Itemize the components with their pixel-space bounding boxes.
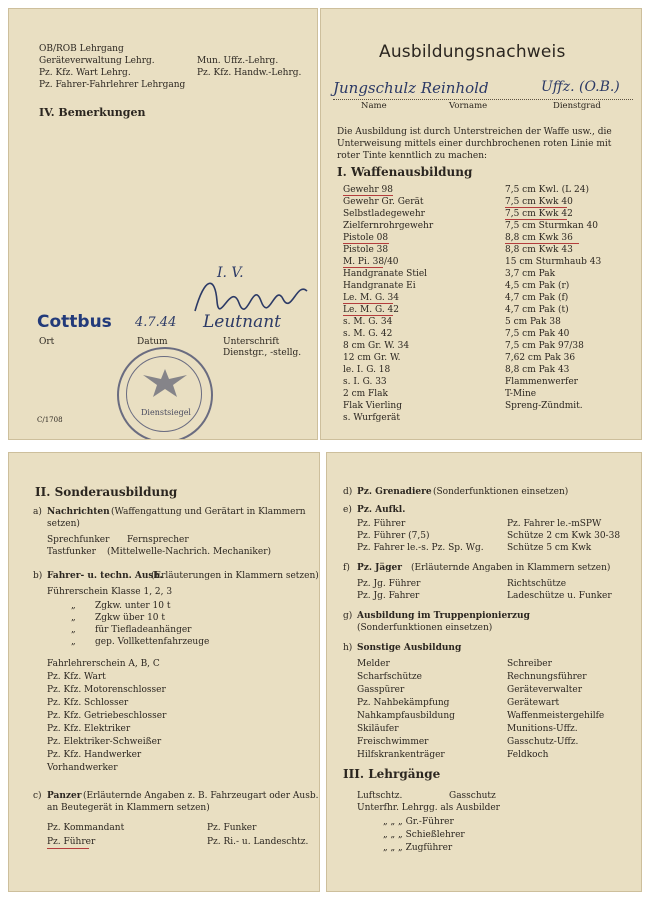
place-stamp: Cottbus xyxy=(37,312,112,332)
weapon-right-item: 5 cm Pak 38 xyxy=(505,317,561,327)
section-a-title: Nachrichten xyxy=(47,507,110,517)
section-c-note2: an Beutegerät in Klammern setzen) xyxy=(47,803,210,813)
section-g-label: g) xyxy=(343,611,353,621)
intro-line-2: Unterweisung mittels einer durchbrochenen roten Linie mit xyxy=(337,139,612,149)
weapon-left-item: s. M. G. 34 xyxy=(343,317,393,327)
item-e-right-1: Pz. Fahrer le.-mSPW xyxy=(507,519,602,529)
signature-scribble-icon xyxy=(187,271,312,319)
other-training-right-item: Munitions-Uffz. xyxy=(507,724,578,734)
section-d-label: d) xyxy=(343,487,353,497)
intro-line-3: roter Tinte kenntlich zu machen: xyxy=(337,151,488,161)
weapon-right-item: 4,7 cm Pak (t) xyxy=(505,305,569,315)
rank-handwritten: Uffz. (O.B.) xyxy=(541,79,620,95)
date-label: Datum xyxy=(137,337,168,347)
section-a-note2: setzen) xyxy=(47,519,80,529)
weapons-heading: I. Waffenausbildung xyxy=(337,165,473,179)
other-training-left-item: Hilfskrankenträger xyxy=(357,750,445,760)
section-b-label: b) xyxy=(33,571,43,581)
other-training-left-item: Freischwimmer xyxy=(357,737,429,747)
underline-mg42 xyxy=(343,315,393,316)
driver-tech-item: Pz. Kfz. Schlosser xyxy=(47,698,129,708)
other-training-right-item: Gasschutz-Uffz. xyxy=(507,737,579,747)
item-fernsprecher: Fernsprecher xyxy=(127,535,189,545)
weapon-right-item: Flammenwerfer xyxy=(505,377,578,387)
driver-tech-item: Pz. Kfz. Elektriker xyxy=(47,724,131,734)
driver-tech-item: Pz. Kfz. Getriebeschlosser xyxy=(47,711,167,721)
weapon-right-item: T-Mine xyxy=(505,389,537,399)
course-gr-fuehrer: „ „ „ Gr.-Führer xyxy=(383,817,454,827)
weapon-left-item: Gewehr 98 xyxy=(343,185,393,195)
course-unterfhr: Unterfhr. Lehrgg. als Ausbilder xyxy=(357,803,500,813)
underline-kwk40 xyxy=(505,207,567,208)
weapon-left-item: Selbstladegewehr xyxy=(343,209,425,219)
weapon-right-item: 4,7 cm Pak (f) xyxy=(505,293,569,303)
service-seal-stamp xyxy=(117,347,213,440)
item-sprechfunker: Sprechfunker xyxy=(47,535,110,545)
form-number: C/1708 xyxy=(37,416,63,424)
weapon-left-item: Le. M. G. 42 xyxy=(343,305,400,315)
page-top-right xyxy=(320,8,642,440)
item-pz-funker: Pz. Funker xyxy=(207,823,257,833)
weapon-right-item: 15 cm Sturmhaub 43 xyxy=(505,257,602,267)
section-d-note: (Sonderfunktionen einsetzen) xyxy=(433,487,569,497)
weapon-right-item: 7,5 cm Kwk 40 xyxy=(505,197,573,207)
driver-tech-item: Pz. Kfz. Motorenschlosser xyxy=(47,685,166,695)
item-e-left-3: Pz. Fahrer le.-s. Pz. Sp. Wg. xyxy=(357,543,484,553)
place-label: Ort xyxy=(39,337,55,347)
weapon-left-item: s. Wurfgerät xyxy=(343,413,401,423)
ditto-4: „ xyxy=(71,637,76,647)
driver-tech-item: Pz. Kfz. Wart xyxy=(47,672,106,682)
item-vollketten: gep. Vollkettenfahrzeuge xyxy=(95,637,210,647)
name-label: Name xyxy=(361,101,387,111)
section-e-title: Pz. Aufkl. xyxy=(357,505,406,515)
item-tastfunker: Tastfunker xyxy=(47,547,96,557)
item-f-left-2: Pz. Jg. Fahrer xyxy=(357,591,420,601)
weapon-left-item: Gewehr Gr. Gerät xyxy=(343,197,424,207)
course-zugfuehrer: „ „ „ Zugführer xyxy=(383,843,453,853)
underline-pz-fuehrer xyxy=(47,848,89,849)
remarks-heading: IV. Bemerkungen xyxy=(39,106,146,119)
weapon-left-item: Handgranate Ei xyxy=(343,281,416,291)
weapon-left-item: 12 cm Gr. W. xyxy=(343,353,401,363)
section-h-label: h) xyxy=(343,643,353,653)
underline-gewehr98 xyxy=(343,195,393,196)
course-schiesslehrer: „ „ „ Schießlehrer xyxy=(383,830,465,840)
section-g-note: (Sonderfunktionen einsetzen) xyxy=(357,623,493,633)
seal-text: Dienstsiegel xyxy=(141,408,191,417)
weapon-right-item: 8,8 cm Kwk 43 xyxy=(505,245,573,255)
weapon-left-item: s. M. G. 42 xyxy=(343,329,393,339)
section-h-title: Sonstige Ausbildung xyxy=(357,643,462,653)
ditto-1: „ xyxy=(71,601,76,611)
other-training-right-item: Schreiber xyxy=(507,659,552,669)
course-geraeteverwaltung: Geräteverwaltung Lehrg. xyxy=(39,56,155,66)
item-zgkw-unter: Zgkw. unter 10 t xyxy=(95,601,171,611)
other-training-left-item: Nahkampfausbildung xyxy=(357,711,455,721)
weapon-right-item: 7,5 cm Pak 97/38 xyxy=(505,341,584,351)
item-zgkw-ueber: Zgkw über 10 t xyxy=(95,613,166,623)
section-a-label: a) xyxy=(33,507,42,517)
weapon-left-item: 8 cm Gr. W. 34 xyxy=(343,341,410,351)
weapon-right-item: 7,5 cm Kwl. (L 24) xyxy=(505,185,589,195)
intro-line-1: Die Ausbildung ist durch Unterstreichen der Waffe usw., die xyxy=(337,127,612,137)
weapon-left-item: M. Pi. 38/40 xyxy=(343,257,399,267)
weapon-left-item: Pistole 08 xyxy=(343,233,389,243)
section-b-note: (Erläuterungen in Klammern setzen) xyxy=(151,571,319,581)
weapon-left-item: le. I. G. 18 xyxy=(343,365,391,375)
page-title: Ausbildungsnachweis xyxy=(379,42,566,62)
weapon-right-item: 7,5 cm Pak 40 xyxy=(505,329,570,339)
course-gasschutz: Gasschutz xyxy=(449,791,496,801)
item-tastfunker-note: (Mittelwelle-Nachrich. Mechaniker) xyxy=(107,547,272,557)
item-tiefladeanhaenger: für Tiefladeanhänger xyxy=(95,625,192,635)
date-handwritten: 4.7.44 xyxy=(135,315,177,330)
section-f-title: Pz. Jäger xyxy=(357,563,402,573)
ditto-3: „ xyxy=(71,625,76,635)
signature-name: Leutnant xyxy=(203,312,281,332)
weapon-right-item: 3,7 cm Pak xyxy=(505,269,556,279)
item-f-right-1: Richtschütze xyxy=(507,579,567,589)
item-e-right-3: Schütze 5 cm Kwk xyxy=(507,543,592,553)
weapon-left-item: s. I. G. 33 xyxy=(343,377,387,387)
weapon-right-item: 7,5 cm Sturmkan 40 xyxy=(505,221,598,231)
course-kfz-wart: Pz. Kfz. Wart Lehrg. xyxy=(39,68,131,78)
underline-kwk42 xyxy=(505,219,567,220)
signature-iv: I. V. xyxy=(217,265,244,281)
page-top-left xyxy=(8,8,318,440)
item-e-left-1: Pz. Führer xyxy=(357,519,406,529)
other-training-left-item: Melder xyxy=(357,659,390,669)
weapon-left-item: Flak Vierling xyxy=(343,401,402,411)
other-training-left-item: Skiläufer xyxy=(357,724,399,734)
section-c-label: c) xyxy=(33,791,42,801)
item-pz-fuehrer: Pz. Führer xyxy=(47,837,96,847)
section-d-title: Pz. Grenadiere xyxy=(357,487,432,497)
course-ob-rob: OB/ROB Lehrgang xyxy=(39,44,124,54)
weapon-left-item: 2 cm Flak xyxy=(343,389,388,399)
section-c-title: Panzer xyxy=(47,791,82,801)
item-f-left-1: Pz. Jg. Führer xyxy=(357,579,421,589)
other-training-right-item: Rechnungsführer xyxy=(507,672,587,682)
weapon-right-item: 7,62 cm Pak 36 xyxy=(505,353,576,363)
weapon-left-item: Pistole 38 xyxy=(343,245,389,255)
weapon-right-item: 8,8 cm Pak 43 xyxy=(505,365,570,375)
section-e-label: e) xyxy=(343,505,352,515)
item-e-left-2: Pz. Führer (7,5) xyxy=(357,531,430,541)
driver-tech-item: Vorhandwerker xyxy=(47,763,118,773)
other-training-right-item: Gerätewart xyxy=(507,698,560,708)
course-fahrer-fahrlehrer: Pz. Fahrer-Fahrlehrer Lehrgang xyxy=(39,80,186,90)
weapon-left-item: Handgranate Stiel xyxy=(343,269,428,279)
weapon-right-item: 8,8 cm Kwk 36 xyxy=(505,233,573,243)
signature-label: Unterschrift xyxy=(223,337,280,347)
firstname-label: Vorname xyxy=(449,101,488,111)
weapon-left-item: Zielfernrohrgewehr xyxy=(343,221,434,231)
course-kfz-handw: Pz. Kfz. Handw.-Lehrg. xyxy=(197,68,302,78)
item-pz-ri-landeschtz: Pz. Ri.- u. Landeschtz. xyxy=(207,837,309,847)
other-training-left-item: Pz. Nahbekämpfung xyxy=(357,698,450,708)
section-g-title: Ausbildung im Truppenpionierzug xyxy=(357,611,530,621)
weapon-right-item: 4,5 cm Pak (r) xyxy=(505,281,570,291)
section-f-note: (Erläuternde Angaben in Klammern setzen) xyxy=(411,563,611,573)
weapon-left-item: Le. M. G. 34 xyxy=(343,293,400,303)
course-mun-uffz: Mun. Uffz.-Lehrg. xyxy=(197,56,279,66)
driver-tech-item: Pz. Kfz. Handwerker xyxy=(47,750,142,760)
other-training-right-item: Geräteverwalter xyxy=(507,685,583,695)
underline-mpi xyxy=(343,267,383,268)
item-fuehrerschein: Führerschein Klasse 1, 2, 3 xyxy=(47,587,173,597)
course-luftschtz: Luftschtz. xyxy=(357,791,403,801)
position-label: Dienstgr., -stellg. xyxy=(223,348,302,358)
ditto-2: „ xyxy=(71,613,76,623)
section-c-note: (Erläuternde Angaben z. B. Fahrzeugart oder Ausb. xyxy=(83,791,319,801)
weapon-right-item: 7,5 cm Kwk 42 xyxy=(505,209,573,219)
courses-heading: III. Lehrgänge xyxy=(343,767,441,781)
name-handwritten: Jungschulz Reinhold xyxy=(333,79,489,97)
other-training-right-item: Feldkoch xyxy=(507,750,549,760)
item-pz-kommandant: Pz. Kommandant xyxy=(47,823,125,833)
underline-mg34 xyxy=(343,303,393,304)
driver-tech-item: Pz. Elektriker-Schweißer xyxy=(47,737,162,747)
other-training-left-item: Scharfschütze xyxy=(357,672,422,682)
weapon-right-item: Spreng-Zündmit. xyxy=(505,401,583,411)
rank-label: Dienstgrad xyxy=(553,101,601,111)
underline-pistole38 xyxy=(343,243,389,244)
other-training-right-item: Waffenmeistergehilfe xyxy=(507,711,605,721)
eagle-emblem-icon xyxy=(141,365,189,401)
name-line xyxy=(333,99,633,100)
section-f-label: f) xyxy=(343,563,350,573)
section-a-note: (Waffengattung und Gerätart in Klammern xyxy=(111,507,306,517)
page-bottom-left xyxy=(8,452,320,892)
section-b-title: Fahrer- u. techn. Ausb. xyxy=(47,571,163,581)
underline-kwk43 xyxy=(505,243,579,244)
item-f-right-2: Ladeschütze u. Funker xyxy=(507,591,612,601)
other-training-left-item: Gasspürer xyxy=(357,685,405,695)
driver-tech-item: Fahrlehrerschein A, B, C xyxy=(47,659,160,669)
item-e-right-2: Schütze 2 cm Kwk 30-38 xyxy=(507,531,621,541)
page-bottom-right xyxy=(326,452,642,892)
special-training-heading: II. Sonderausbildung xyxy=(35,485,178,499)
